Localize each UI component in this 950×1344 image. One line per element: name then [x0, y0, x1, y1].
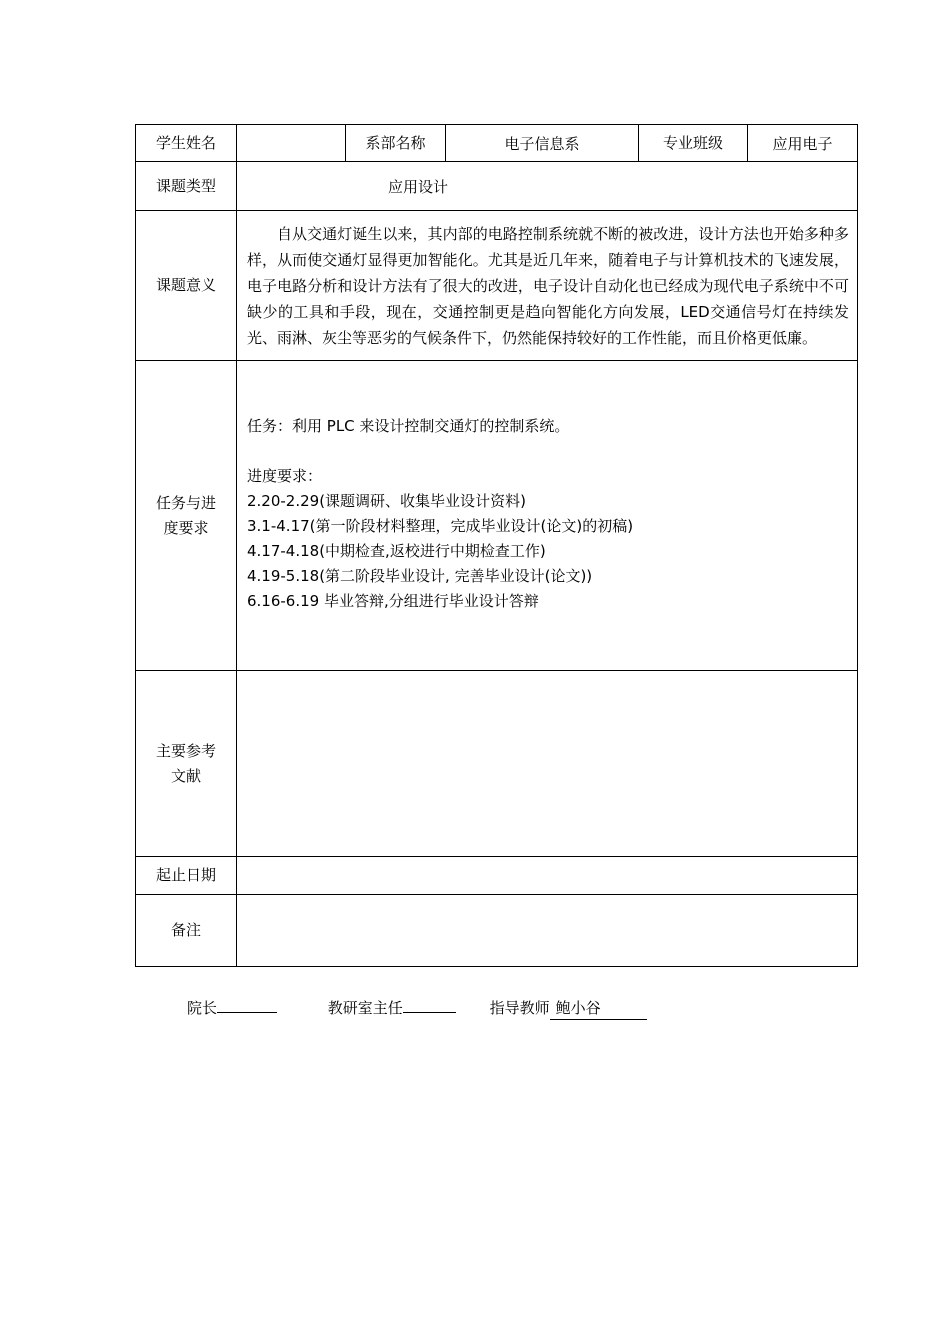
task-statement: 任务：利用 PLC 来设计控制交通灯的控制系统。 — [247, 417, 570, 435]
task-row — [136, 361, 858, 671]
task-label-line1: 任务与进 — [155, 493, 216, 512]
progress-item: 4.19-5.18(第二阶段毕业设计, 完善毕业设计(论文)) — [247, 567, 593, 585]
references-field[interactable] — [237, 671, 858, 857]
director-label: 教研室主任 — [327, 999, 403, 1017]
remarks-field[interactable] — [237, 895, 858, 967]
dates-field[interactable] — [237, 857, 858, 895]
dean-label: 院长 — [187, 999, 218, 1017]
header-row — [136, 125, 858, 162]
director-signature — [328, 994, 456, 1019]
advisor-label: 指导教师 — [489, 999, 550, 1017]
progress-item: 6.16-6.19 毕业答辩,分组进行毕业设计答辩 — [247, 592, 539, 610]
dates-row — [136, 857, 858, 895]
dates-label: 起止日期 — [136, 857, 237, 895]
topic-type-value: 应用设计 — [388, 177, 449, 196]
remarks-row — [136, 895, 858, 967]
dean-signature-field[interactable] — [217, 994, 277, 1013]
signature-line — [187, 994, 647, 1020]
references-row — [136, 671, 858, 857]
topic-type-cell — [237, 162, 858, 211]
task-form-table — [135, 124, 858, 967]
topic-type-label: 课题类型 — [136, 162, 237, 211]
topic-type-row — [136, 162, 858, 211]
progress-heading: 进度要求： — [247, 467, 323, 485]
references-label-line2: 文献 — [170, 766, 201, 785]
references-label — [136, 671, 237, 857]
major-class-value: 应用电子 — [748, 125, 858, 162]
task-content — [237, 361, 858, 671]
significance-label: 课题意义 — [136, 211, 237, 361]
remarks-label: 备注 — [136, 895, 237, 967]
student-name-label: 学生姓名 — [136, 125, 237, 162]
advisor-signature — [490, 997, 647, 1020]
progress-item: 4.17-4.18(中期检查,返校进行中期检查工作) — [247, 542, 546, 560]
progress-item: 3.1-4.17(第一阶段材料整理，完成毕业设计(论文)的初稿) — [247, 517, 634, 535]
major-class-label: 专业班级 — [639, 125, 748, 162]
task-label-line2: 度要求 — [163, 518, 209, 537]
significance-row — [136, 211, 858, 361]
advisor-name: 鲍小谷 — [550, 997, 647, 1020]
department-label: 系部名称 — [346, 125, 446, 162]
references-label-line1: 主要参考 — [155, 741, 216, 760]
spacer — [247, 439, 849, 464]
task-label — [136, 361, 237, 671]
significance-text: 自从交通灯诞生以来，其内部的电路控制系统就不断的被改进，设计方法也开始多种多样，从而使交通灯显得更加智能化。尤其是近几年来，随着电子与计算机技术的飞速发展，电子电路分析和设计方法有了很大的改进，电子设计自动化也已经成为现代电子系统中不可缺少的工具和手段，现在，交通控制更是趋向智能化方向发展，LED交通信号灯在持续发光、雨淋、灰尘等恶劣的气候条件下，仍然能保持较好的工作性能，而且价格更低廉。 — [237, 211, 858, 361]
dean-signature — [187, 994, 277, 1019]
director-signature-field[interactable] — [403, 994, 456, 1013]
student-name-field[interactable] — [237, 125, 346, 162]
progress-item: 2.20-2.29(课题调研、收集毕业设计资料) — [247, 492, 526, 510]
department-value: 电子信息系 — [446, 125, 639, 162]
